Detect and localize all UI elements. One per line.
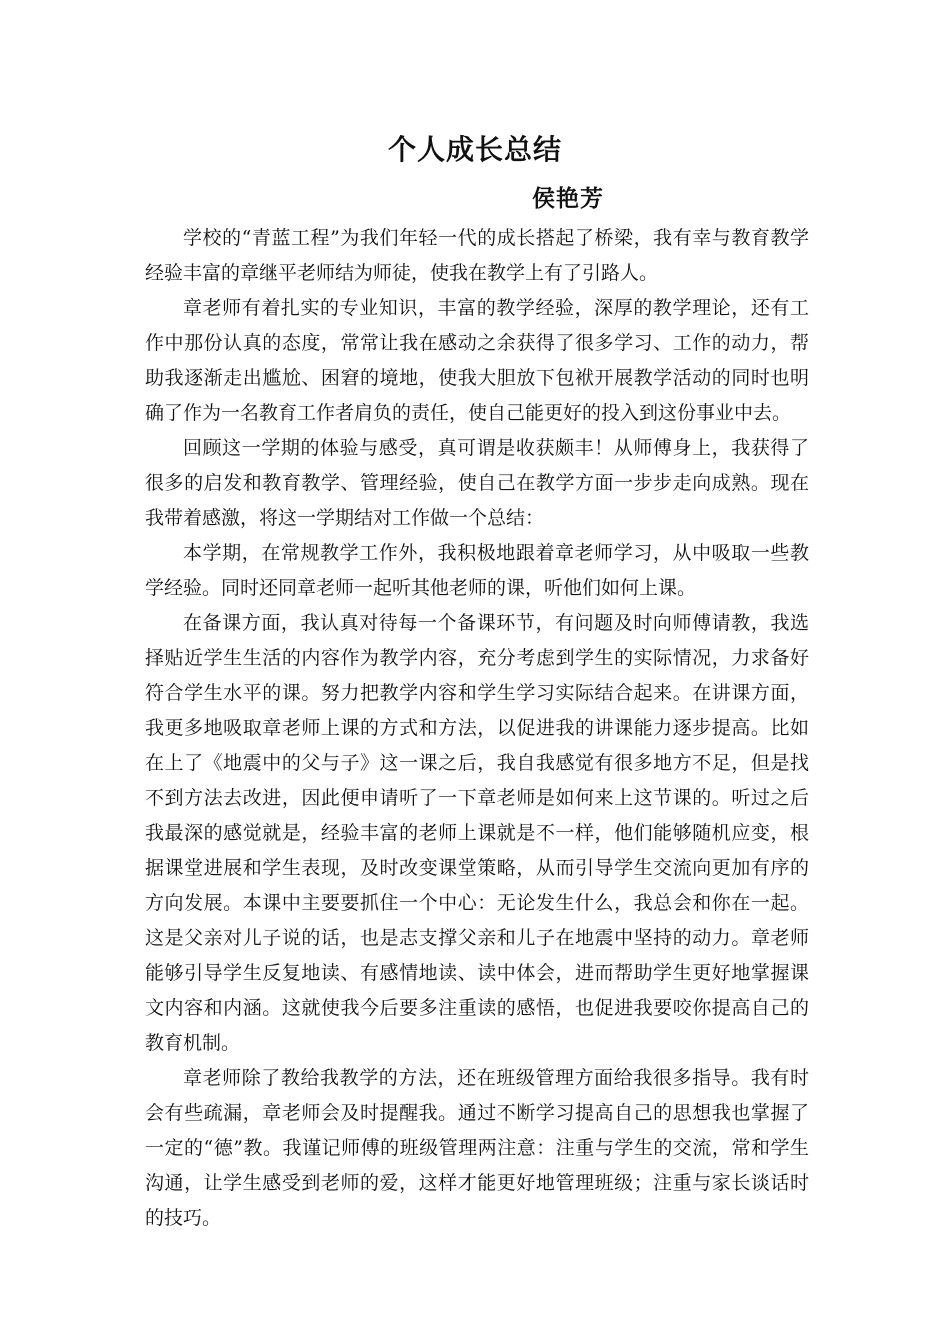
author-name: 侯艳芳	[532, 185, 604, 212]
paragraph-2: 章老师有着扎实的专业知识，丰富的教学经验，深厚的教学理论，还有工作中那份认真的态度，常常让我在感动之余获得了很多学习、工作的动力，帮助我逐渐走出尴尬、困窘的境地，使我大胆放下包袱开展教学活动的同时也明确了作为一名教育工作者肩负的责任，使自己能更好的投入到这份事业中去。	[145, 297, 809, 424]
document-title: 个人成长总结	[387, 133, 562, 166]
paragraph-4: 本学期，在常规教学工作外，我积极地跟着章老师学习，从中吸取一些教学经验。同时还同章老师一起听其他老师的课，听他们如何上课。	[145, 542, 809, 599]
paragraph-3: 回顾这一学期的体验与感受，真可谓是收获颇丰！从师傅身上，我获得了很多的启发和教育教学、管理经验，使自己在教学方面一步步走向成熟。现在我带着感激，将这一学期结对工作做一个总结：	[145, 437, 809, 529]
paragraph-5: 在备课方面，我认真对待每一个备课环节，有问题及时向师傅请教，我选择贴近学生生活的内容作为教学内容，充分考虑到学生的实际情况，力求备好符合学生水平的课。努力把教学内容和学生学习实际结合起来。在讲课方面，我更多地吸取章老师上课的方式和方法，以促进我的讲课能力逐步提高。比如在上了《地震中的父与子》这一课之后，我自我感觉有很多地方不足，但是找不到方法去改进，因此便申请听了一下章老师是如何来上这节课的。听过之后我最深的感觉就是，经验丰富的老师上课就是不一样，他们能够随机应变，根据课堂进展和学生表现，及时改变课堂策略，从而引导学生交流向更加有序的方向发展。本课中主要要抓住一个中心：无论发生什么，我总会和你在一起。这是父亲对儿子说的话，也是志支撑父亲和儿子在地震中坚持的动力。章老师能够引导学生反复地读、有感情地读、读中体会，进而帮助学生更好地掌握课文内容和内涵。这就使我今后要多注重读的感悟，也促进我要咬你提高自己的教育机制。	[145, 612, 809, 1054]
paragraph-1: 学校的“青蓝工程”为我们年轻一代的成长搭起了桥梁，我有幸与教育教学经验丰富的章继平老师结为师徒，使我在教学上有了引路人。	[145, 227, 809, 284]
document-body	[145, 221, 809, 1236]
paragraph-6: 章老师除了教给我教学的方法，还在班级管理方面给我很多指导。我有时会有些疏漏，章老师会及时提醒我。通过不断学习提高自己的思想我也掌握了一定的“德”教。我谨记师傅的班级管理两注意：注重与学生的交流，常和学生沟通，让学生感受到老师的爱，这样才能更好地管理班级；注重与家长谈话时的技巧。	[145, 1067, 809, 1229]
